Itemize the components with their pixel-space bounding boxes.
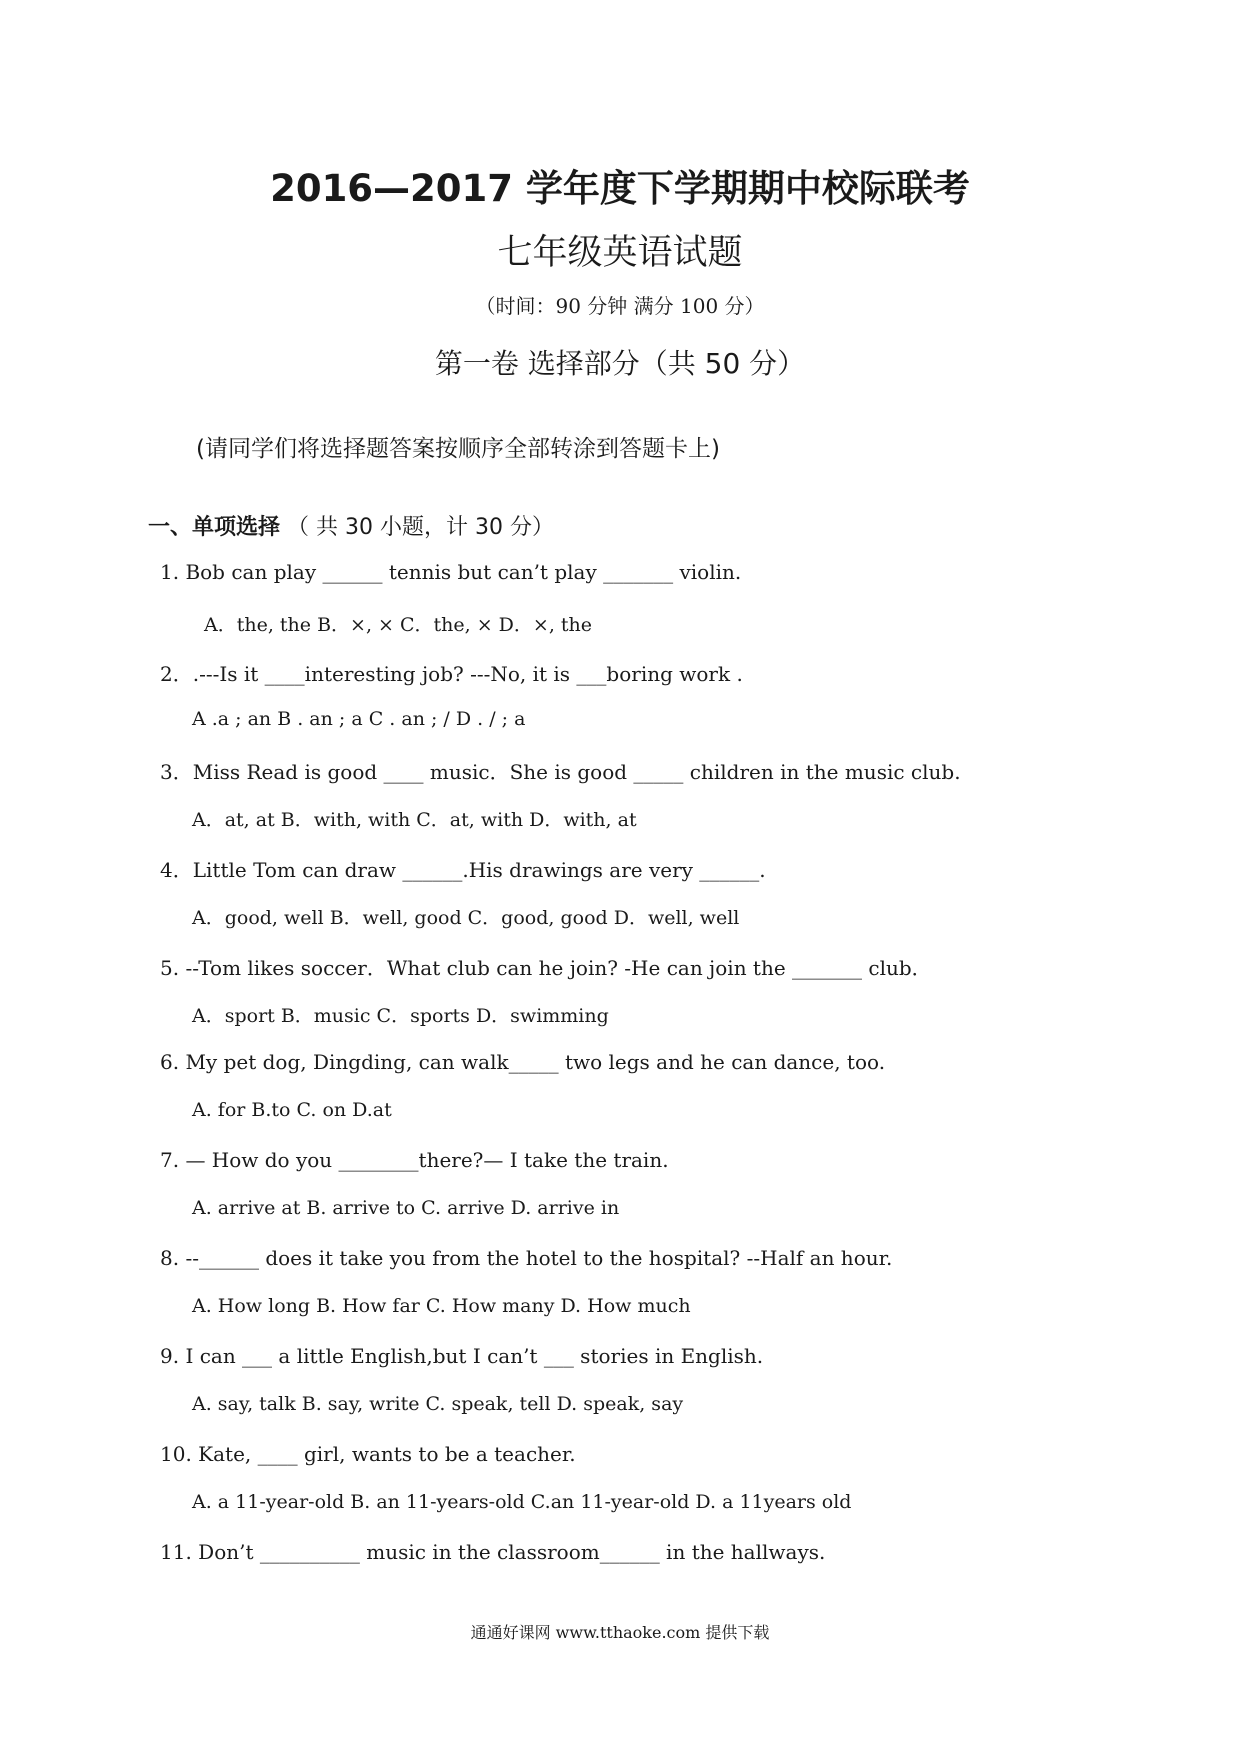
question-2-stem: 2．.---Is it ____interesting job? ---No, it is ___boring work .: [160, 662, 743, 686]
section-info: （ 共 30 小题，计 30 分）: [287, 515, 554, 540]
question-5-stem: 5. --Tom likes soccer．What club can he join? -He can join the _______ club．: [160, 956, 932, 980]
question-9-options: A. say, talk B. say, write C. speak, tell D. speak, say: [192, 1393, 684, 1415]
question-4-stem: 4．Little Tom can draw ______.His drawings are very ______.: [160, 858, 766, 882]
question-4-options: A．good, well B．well, good C．good, good D．well, well: [192, 907, 740, 929]
question-1-stem: 1. Bob can play ______ tennis but can’t play _______ violin.: [160, 560, 742, 584]
page-footer: 通通好课网 www.tthaoke.com 提供下载: [470, 1623, 770, 1642]
section-heading: [148, 510, 554, 541]
question-10-stem: 10. Kate, ____ girl, wants to be a teacher.: [160, 1442, 576, 1466]
question-8-stem: 8. --______ does it take you from the hotel to the hospital? --Half an hour.: [160, 1246, 893, 1270]
question-3-options: A．at, at B．with, with C．at, with D．with, at: [192, 809, 637, 831]
question-6-stem: 6. My pet dog, Dingding, can walk_____ two legs and he can dance, too.: [160, 1050, 886, 1074]
question-3-stem: 3．Miss Read is good ____ music．She is good _____ children in the music club.: [160, 760, 961, 784]
question-5-options: A．sport B．music C．sports D．swimming: [192, 1005, 609, 1027]
question-2-options: A .a ; an B . an ; a C . an ; / D . / ; a: [192, 708, 526, 730]
exam-title: 2016—2017 学年度下学期期中校际联考: [270, 167, 970, 210]
question-9-stem: 9. I can ___ a little English,but I can’t ___ stories in English.: [160, 1344, 764, 1368]
question-6-options: A. for B.to C. on D.at: [192, 1099, 392, 1121]
section-label: 一、单项选择: [148, 515, 281, 540]
answer-notice: (请同学们将选择题答案按顺序全部转涂到答题卡上): [196, 436, 720, 462]
question-1-options: A．the, the B．×, × C．the, × D．×, the: [204, 614, 593, 636]
question-10-options: A. a 11-year-old B. an 11-years-old C.an 11-year-old D. a 11years old: [192, 1491, 852, 1513]
question-7-options: A. arrive at B. arrive to C. arrive D. arrive in: [192, 1197, 620, 1219]
question-11-stem: 11. Don’t __________ music in the classroom______ in the hallways.: [160, 1540, 826, 1564]
part-title: 第一卷 选择部分（共 50 分）: [434, 347, 806, 380]
exam-subtitle: 七年级英语试题: [497, 233, 743, 273]
question-8-options: A. How long B. How far C. How many D. How much: [192, 1295, 691, 1317]
question-7-stem: 7. — How do you ________there?— I take the train.: [160, 1148, 669, 1172]
time-info: （时间：90 分钟 满分 100 分）: [475, 294, 765, 318]
